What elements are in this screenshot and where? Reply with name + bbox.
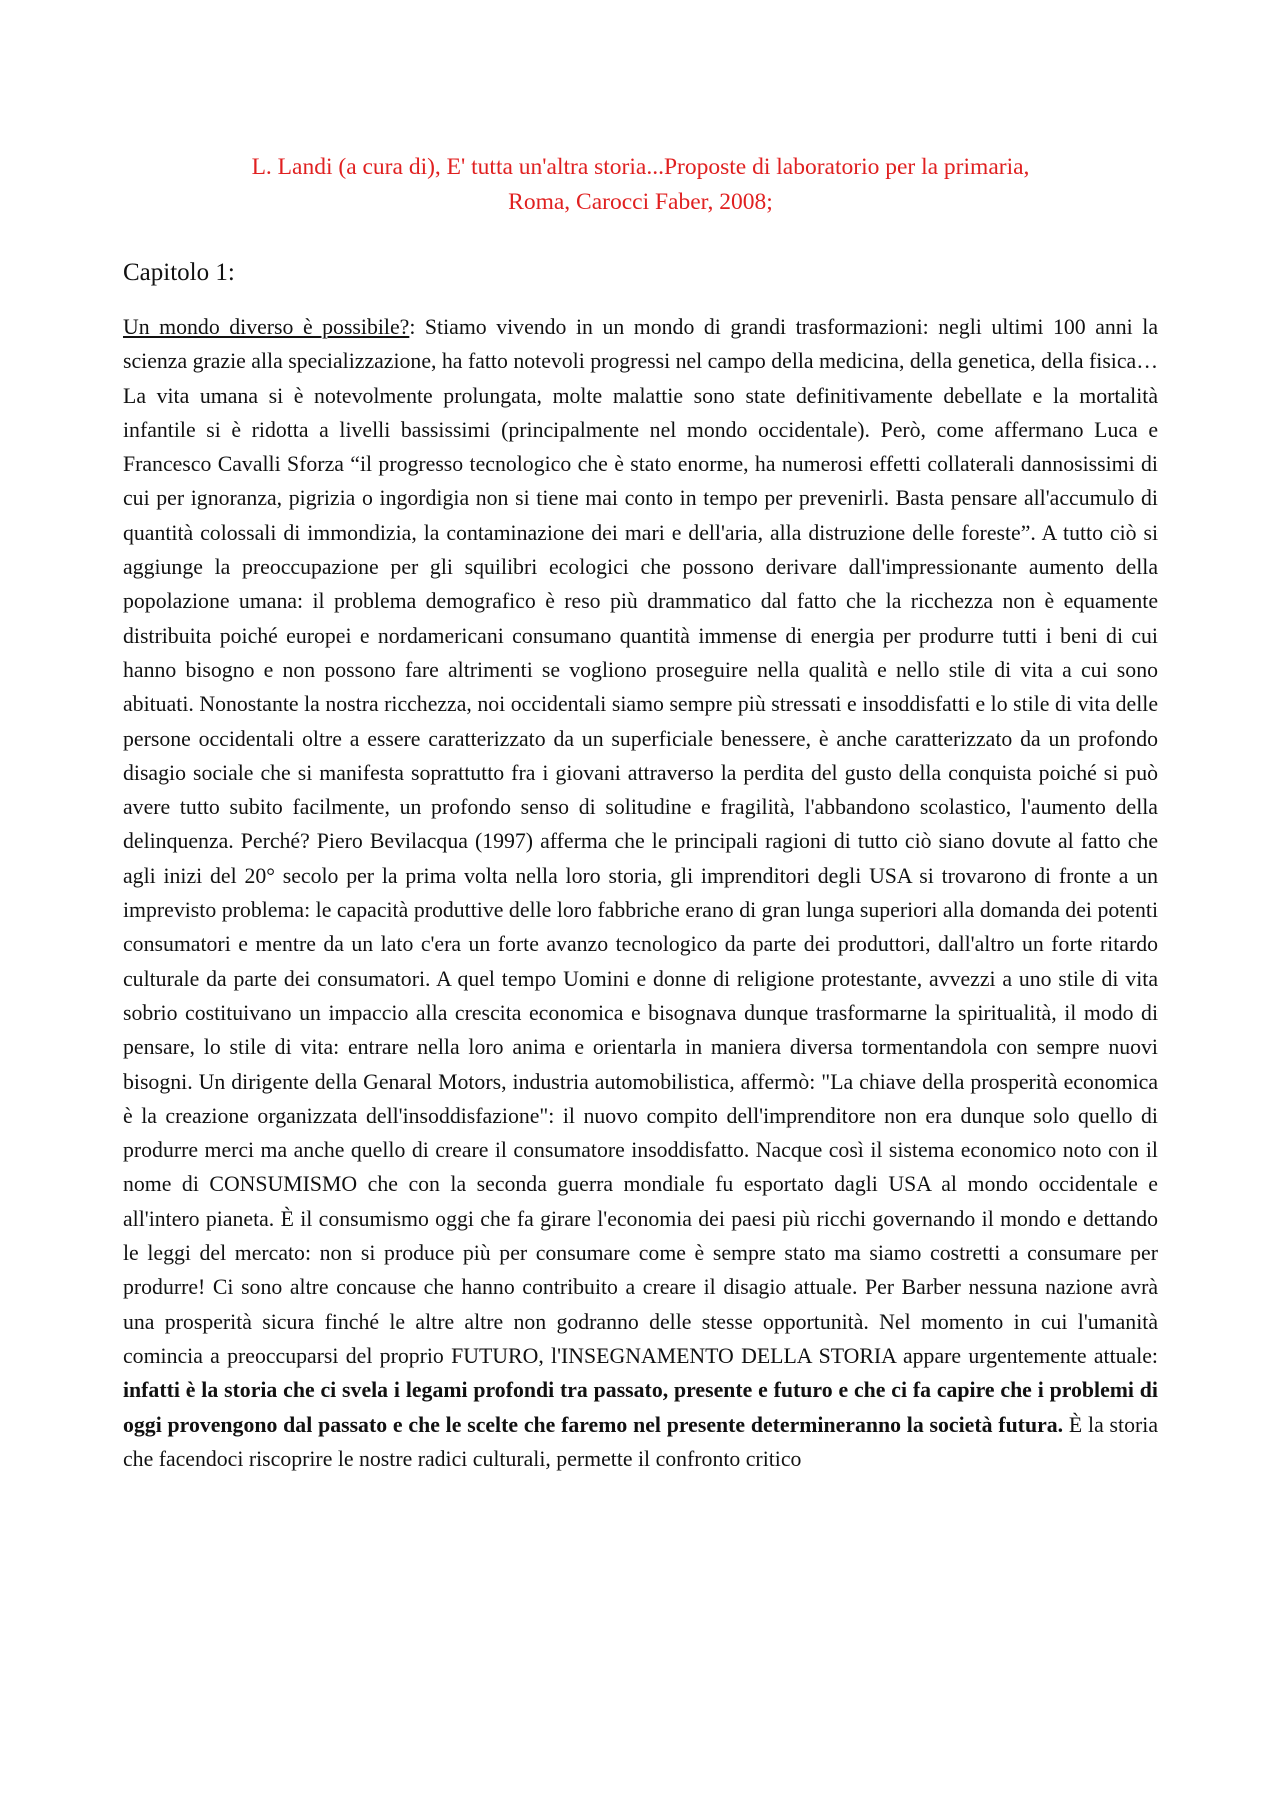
bold-passage: infatti è la storia che ci svela i legami profondi tra passato, presente e futuro e che ci fa capire che i problemi di oggi provengono dal passato e che le scelte che faremo nel presente determineranno la società futura.: [123, 1378, 1158, 1437]
paragraph-text-part-1: : Stiamo vivendo in un mondo di grandi trasformazioni: negli ultimi 100 anni la scienza grazie alla specializzazione, ha fatto notevoli progressi nel campo della medicina, della genetica, della fisica… La vita umana si è notevolmente prolungata, molte malattie sono state definitivamente debellate e la mortalità infantile si è ridotta a livelli bassissimi (principalmente nel mondo occidentale). Però, come affermano Luca e Francesco Cavalli Sforza “il progresso tecnologico che è stato enorme, ha numerosi effetti collaterali dannosissimi di cui per ignoranza, pigrizia o ingordigia non si tiene mai conto in tempo per prevenirli. Basta pensare all'accumulo di quantità colossali di immondizia, la contaminazione dei mari e dell'aria, alla distruzione delle foreste”. A tutto ciò si aggiunge la preoccupazione per gli squilibri ecologici che possono derivare dall'impressionante aumento della popolazione umana: il problema demografico è reso più drammatico dal fatto che la ricchezza non è equamente distribuita poiché europei e nordamericani consumano quantità immense di energia per produrre tutti i beni di cui hanno bisogno e non possono fare altrimenti se vogliono proseguire nella qualità e nello stile di vita a cui sono abituati. Nonostante la nostra ricchezza, noi occidentali siamo sempre più stressati e insoddisfatti e lo stile di vita delle persone occidentali oltre a essere caratterizzato da un superficiale benessere, è anche caratterizzato da un profondo disagio sociale che si manifesta soprattutto fra i giovani attraverso la perdita del gusto della conquista poiché si può avere tutto subito facilmente, un profondo senso di solitudine e fragilità, l'abbandono scolastico, l'aumento della delinquenza. Perché? Piero Bevilacqua (1997) afferma che le principali ragioni di tutto ciò siano dovute al fatto che agli inizi del 20° secolo per la prima volta nella loro storia, gli imprenditori degli USA si trovarono di fronte a un imprevisto problema: le capacità produttive delle loro fabbriche erano di gran lunga superiori alla domanda dei potenti consumatori e mentre da un lato c'era un forte avanzo tecnologico da parte dei produttori, dall'altro un forte ritardo culturale da parte dei consumatori. A quel tempo Uomini e donne di religione protestante, avvezzi a uno stile di vita sobrio costituivano un impaccio alla crescita economica e bisognava dunque trasformarne la spiritualità, il modo di pensare, lo stile di vita: entrare nella loro anima e orientarla in maniera diversa tormentandola con sempre nuovi bisogni. Un dirigente della Genaral Motors, industria automobilistica, affermò: "La chiave della prosperità economica è la creazione organizzata dell'insoddisfazione": il nuovo compito dell'imprenditore non era dunque solo quello di produrre merci ma anche quello di creare il consumatore insoddisfatto. Nacque così il sistema economico noto con il nome di CONSUMISMO che con la seconda guerra mondiale fu esportato dagli USA al mondo occidentale e all'intero pianeta. È il consumismo oggi che fa girare l'economia dei paesi più ricchi governando il mondo e dettando le leggi del mercato: non si produce più per consumare come è sempre stato ma siamo costretti a consumare per produrre! Ci sono altre concause che hanno contribuito a creare il disagio attuale. Per Barber nessuna nazione avrà una prosperità sicura finché le altre altre non godranno delle stesse opportunità. Nel momento in cui l'umanità comincia a preoccuparsi del proprio FUTURO, l'INSEGNAMENTO DELLA STORIA appare urgentemente attuale:: [123, 315, 1158, 1368]
bibliographic-reference: [123, 150, 1158, 220]
chapter-heading: Capitolo 1:: [123, 259, 235, 286]
reference-line-1: L. Landi (a cura di), E' tutta un'altra storia...Proposte di laboratorio per la primaria,: [251, 154, 1030, 180]
body-paragraph: [123, 310, 1158, 1476]
paragraph-text-part-2: È la storia che facendoci riscoprire le nostre radici culturali, permette il confronto critico: [123, 1412, 1158, 1471]
section-label: Un mondo diverso è possibile?: [123, 315, 410, 339]
document-page: [123, 150, 1158, 1476]
reference-line-2: Roma, Carocci Faber, 2008;: [508, 189, 773, 215]
